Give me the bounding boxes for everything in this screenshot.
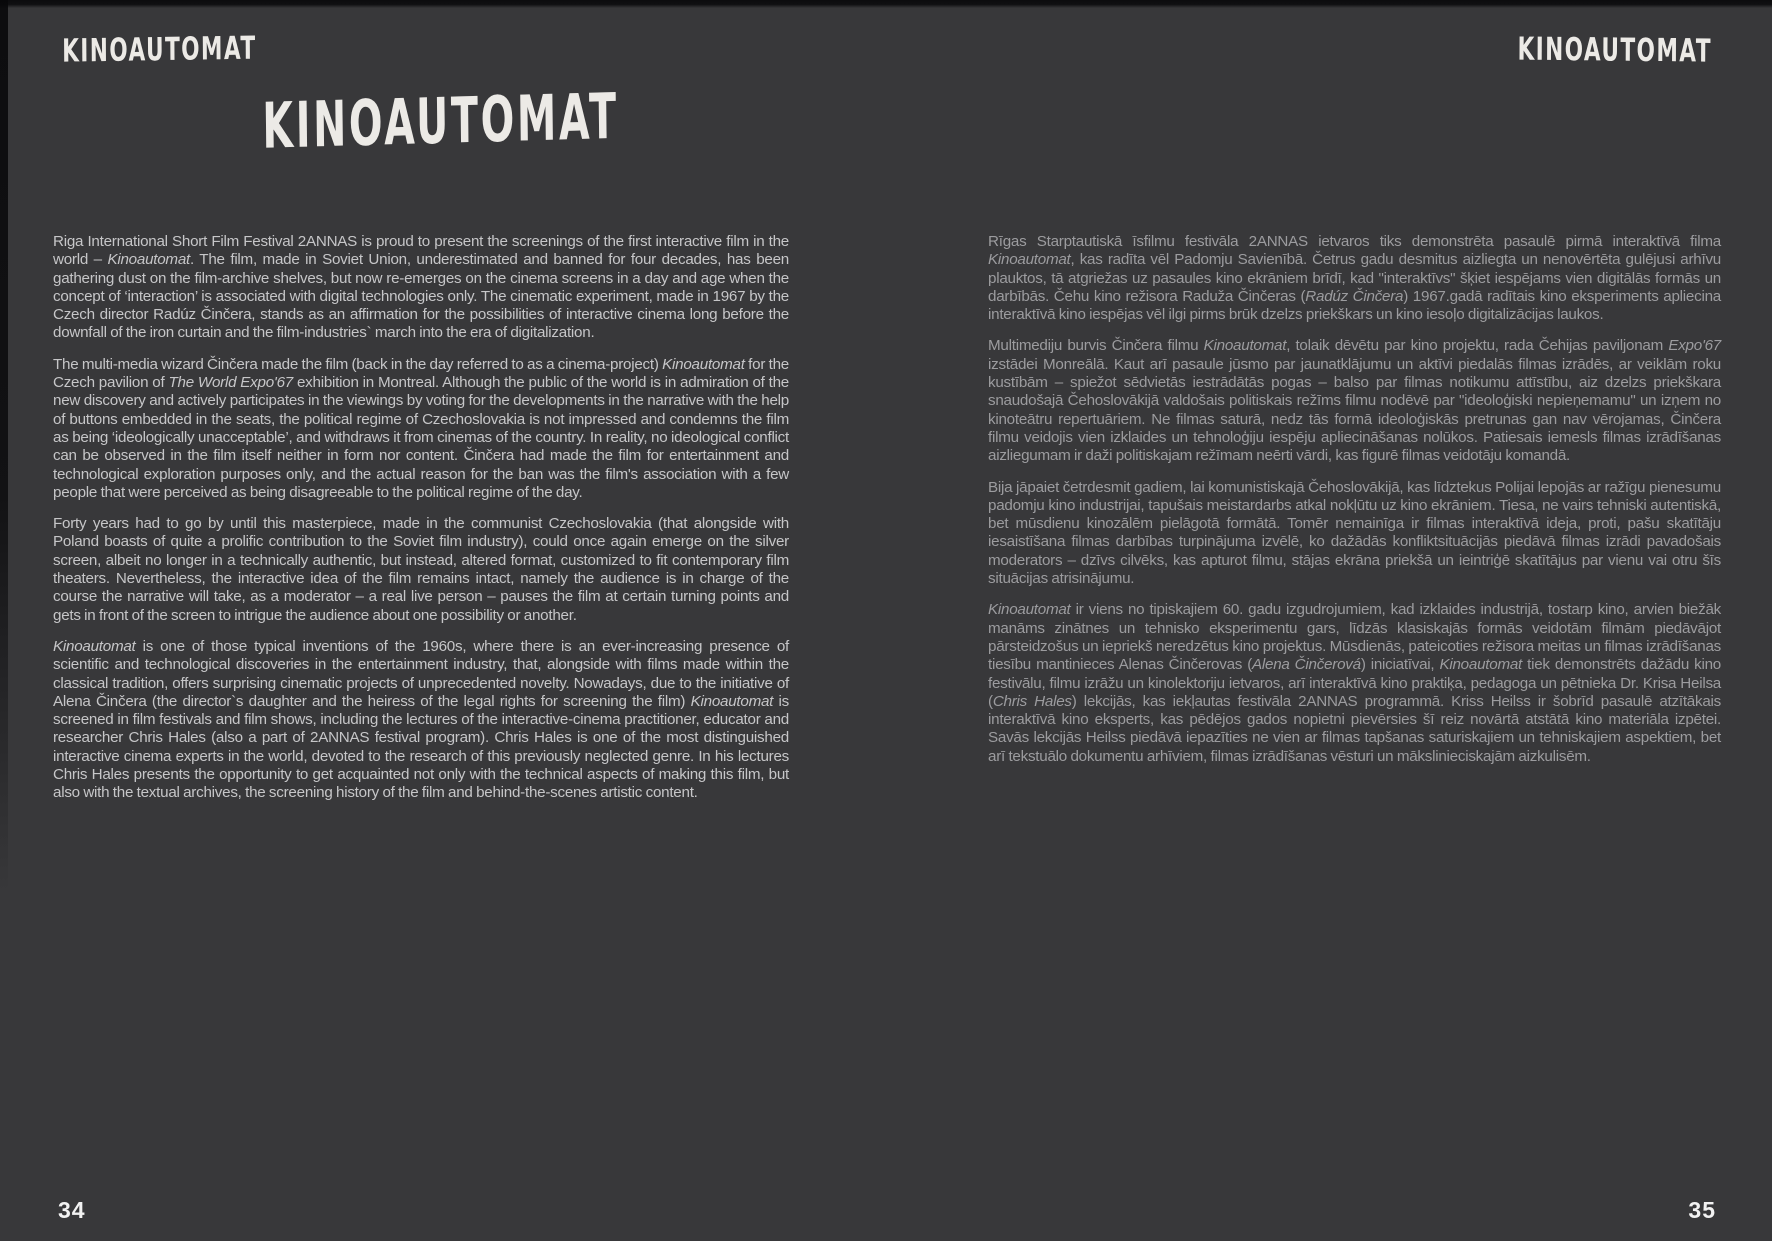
english-paragraph-1: Riga International Short Film Festival 2ANNAS is proud to present the screenings of the first interactive film in the world – Kinoautomat. The film, made in Soviet Union, underestimated and banned for four decades, has been gathering dust on the film-archive shelves, but now re-emerges on the cinema screens in a day and age when the concept of ‘interaction’ is associated with digital technologies only. The cinematic experiment, made in 1967 by the Czech director Radúz Činčera, stands as an affirmation for the possibilities of interactive cinema long before the downfall of the iron curtain and the film-industries` march into the era of digitalization.	[53, 233, 789, 342]
page-number-left: 34	[58, 1197, 86, 1223]
latvian-paragraph-1: Rīgas Starptautiskā īsfilmu festivāla 2ANNAS ietvaros tiks demonstrēta pasaulē pirmā interaktīvā filma Kinoautomat, kas radīta vēl Padomju Savienībā. Četrus gadu desmitus aizliegta un nenovērtēta gulējusi arhīvu plauktos, tā atgriežas uz pasaules kino ekrāniem brīdī, kad "interaktīvs" šķiet iespējams vien digitālās formās un darbībās. Čehu kino režisora Raduža Činčeras (Radúz Činčera) 1967.gadā radītais kino eksperiments apliecina interaktīvā kino iespējas vēl ilgi pirms brūk dzelzs priekškars un kino iesoļo digitalizācijas laukos.	[988, 233, 1721, 324]
english-paragraph-3: Forty years had to go by until this masterpiece, made in the communist Czechoslovakia (that alongside with Poland boasts of quite a prolific contribution to the Soviet film industry), could once again emerge on the silver screen, albeit no longer in a technically authentic, but instead, altered format, customized to fit contemporary film theaters. Nevertheless, the interactive idea of the film remains intact, namely the audience is in charge of the course the narrative will take, as a moderator – a real live person – pauses the film at certain turning points and gets in front of the screen to intrigue the audience about one possibility or another.	[53, 515, 789, 624]
english-text-column	[53, 233, 789, 816]
page-title: KINOAUTOMAT	[262, 80, 620, 164]
scan-edge-shadow-top	[0, 0, 1772, 8]
scan-edge-shadow-left	[0, 0, 8, 894]
page-number-right: 35	[1688, 1197, 1716, 1223]
running-header-left: KINOAUTOMAT	[62, 30, 257, 71]
latvian-paragraph-2: Multimediju burvis Činčera filmu Kinoautomat, tolaik dēvētu par kino projektu, rada Čehijas paviljonam Expo'67 izstādei Monreālā. Kaut arī pasaule jūsmo par jaunatklājumu un aktīvi piedalās filmas izrādēs, ar veiklām roku kustībām – spiežot sēdvietās iestrādātās pogas – balso par filmas notikumu attīstību, aiz dzelzs priekškara snaudošajā Čehoslovākijā valdošais politiskais režīms filmu nodēvē par "ideoloģiski nepieņemamu" un izņem no kinoteātru repertuāriem. Ne filmas saturā, nedz tās formā ideoloģiskās pretrunas gan nav vērojamas, Činčera filmu veidojis vien izklaides un tehnoloģiju iespēju apliecināšanas nolūkos. Patiesais iemesls filmas izrādīšanas aizliegumam ir daži politiskajam režīmam neērti vārdi, kas figurē filmas veidotāju komandā.	[988, 337, 1721, 465]
english-paragraph-4: Kinoautomat is one of those typical inventions of the 1960s, where there is an ever-increasing presence of scientific and technological discoveries in the entertainment industry, that, alongside with films made within the classical tradition, offers surprising cinematic projects of unprecedented novelty. Nowadays, due to the initiative of Alena Činčera (the director`s daughter and the heiress of the legal rights for screening the film) Kinoautomat is screened in film festivals and film shows, including the lectures of the interactive-cinema practitioner, educator and researcher Chris Hales (also a part of 2ANNAS festival program). Chris Hales is one of the most distinguished interactive cinema experts in the world, devoted to the research of this previously neglected genre. In his lectures Chris Hales presents the opportunity to get acquainted not only with the technical aspects of making this film, but also with the textual archives, the screening history of the film and behind-the-scenes artistic content.	[53, 637, 789, 802]
latvian-text-column	[988, 233, 1721, 779]
running-header-right: KINOAUTOMAT	[1517, 31, 1712, 71]
english-paragraph-2: The multi-media wizard Činčera made the film (back in the day referred to as a cinema-project) Kinoautomat for the Czech pavilion of The World Expo'67 exhibition in Montreal. Although the public of the world is in admiration of the new discovery and actively participates in the viewings by voting for the developments in the narrative with the help of buttons embedded in the seats, the political regime of Czechoslovakia is not impressed and condemns the film as being ‘ideologically unacceptable’, and withdraws it from cinemas of the country. In reality, no ideological conflict can be observed in the film itself neither in form nor content. Činčera had made the film for entertainment and technological exploration purposes only, and the actual reason for the ban was the film's association with a few people that were perceived as being disagreeable to the political regime of the day.	[53, 355, 789, 501]
latvian-paragraph-3: Bija jāpaiet četrdesmit gadiem, lai komunistiskajā Čehoslovākijā, kas līdztekus Polijai lepojās ar ražīgu pienesumu padomju kino industrijai, tapušais meistardarbs atkal nokļūtu uz kino ekrāniem. Tiesa, ne vairs tehniski autentiskā, bet mūsdienu kinozālēm pielāgotā formātā. Tomēr nemainīga ir filmas interaktīvā ideja, proti, pašu skatītāju iesaistīšana filmas darbības turpinājuma izvēlē, ko dažādās konfliktsituācijās piedāvā filmas izrādi pavadošais moderators – dzīvs cilvēks, kas apturot filmu, stājas ekrāna priekšā un ieintriģē skatītājus par vienu vai otru šīs situācijas atrisinājumu.	[988, 478, 1721, 588]
latvian-paragraph-4: Kinoautomat ir viens no tipiskajiem 60. gadu izgudrojumiem, kad izklaides industrijā, tostarp kino, arvien biežāk manāms zinātnes un tehnisko eksperimentu gars, līdzās klasiskajās formās veidotām filmām piedāvājot pārsteidzošus un iepriekš neredzētus kino projektus. Mūsdienās, pateicoties režisora meitas un filmas izrādīšanas tiesību mantinieces Alenas Činčerovas (Alena Činčerová) iniciatīvai, Kinoautomat tiek demonstrēts dažādu kino festivālu, filmu izrāžu un kinolektoriju ietvaros, arī interaktīvā kino praktiķa, pedagoga un pētnieka Dr. Krisa Heilsa (Chris Hales) lekcijās, kas iekļautas festivāla 2ANNAS programmā. Kriss Heilss ir šobrīd pasaulē atzītākais interaktīvā kino eksperts, kas pēdējos gados nopietni pievērsies šī reiz novārtā atstātā kino materiāla izpētei. Savās lekcijās Heilss piedāvā iepazīties ne vien ar filmas tapšanas saturiskajiem un tehniskajiem aspektiem, bet arī tekstuālo dokumentu arhīviem, filmas izrādīšanas vēsturi un mākslinieciskajām aizkulisēm.	[988, 601, 1721, 765]
